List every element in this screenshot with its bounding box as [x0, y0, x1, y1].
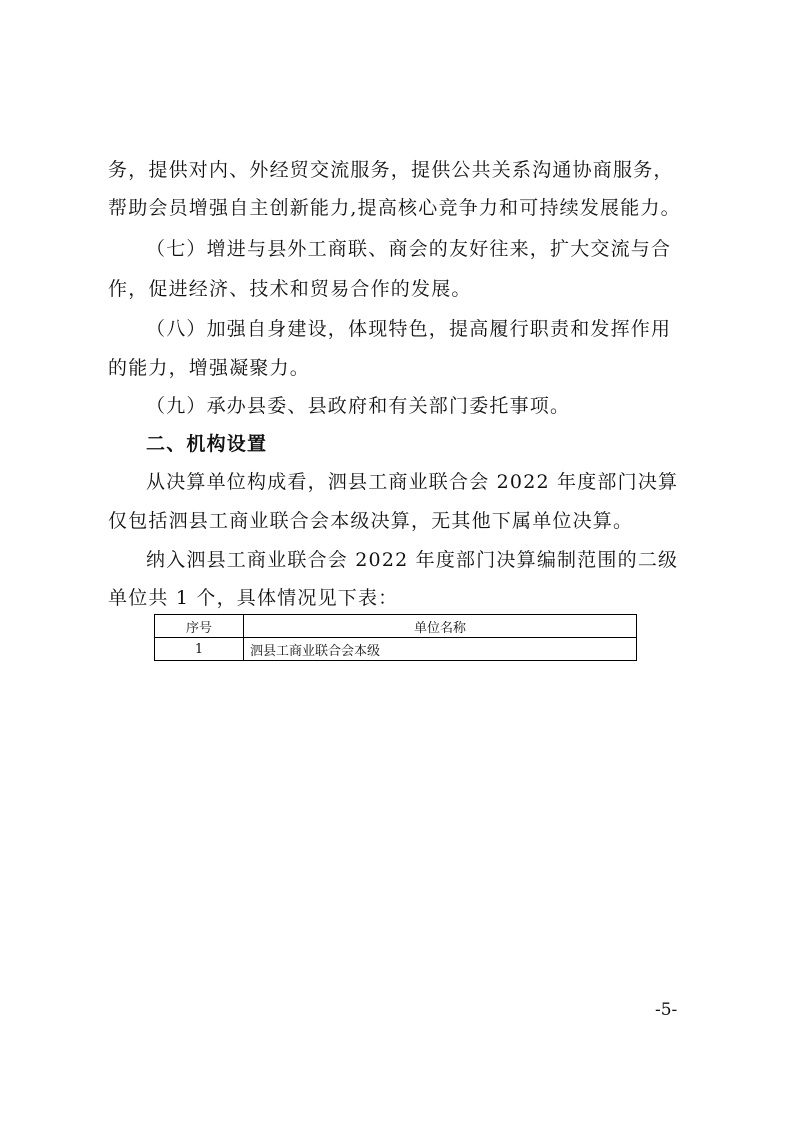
paragraph-line: 帮助会员增强自主创新能力,提高核心竞争力和可持续发展能力。 [108, 197, 681, 219]
paragraph-line: 务，提供对内、外经贸交流服务，提供公共关系沟通协商服务， [108, 159, 674, 181]
table-header-row [155, 615, 637, 638]
paragraph-line: （七）增进与县外工商联、商会的友好往来，扩大交流与合 [146, 238, 672, 260]
header-index: 序号 [155, 615, 244, 638]
paragraph-line: 从决算单位构成看，泗县工商业联合会 2022 年度部门决算 [146, 471, 679, 493]
page-number: -5- [655, 1000, 678, 1020]
paragraph-line: （九）承办县委、县政府和有关部门委托事项。 [146, 395, 571, 417]
cell-index: 1 [155, 638, 244, 661]
paragraph-line: 纳入泗县工商业联合会 2022 年度部门决算编制范围的二级 [146, 549, 679, 571]
table-row [155, 638, 637, 661]
paragraph-line: 单位共 1 个，具体情况见下表： [108, 587, 399, 609]
cell-unit-name: 泗县工商业联合会本级 [244, 638, 637, 661]
paragraph-line: 仅包括泗县工商业联合会本级决算，无其他下属单位决算。 [108, 510, 634, 532]
section-heading: 二、机构设置 [146, 433, 268, 455]
paragraph-line: 作，促进经济、技术和贸易合作的发展。 [108, 278, 472, 300]
units-table [154, 614, 637, 661]
paragraph-line: 的能力，增强凝聚力。 [108, 357, 311, 379]
paragraph-line: （八）加强自身建设，体现特色，提高履行职责和发挥作用 [146, 318, 672, 340]
header-unit-name: 单位名称 [244, 615, 637, 638]
